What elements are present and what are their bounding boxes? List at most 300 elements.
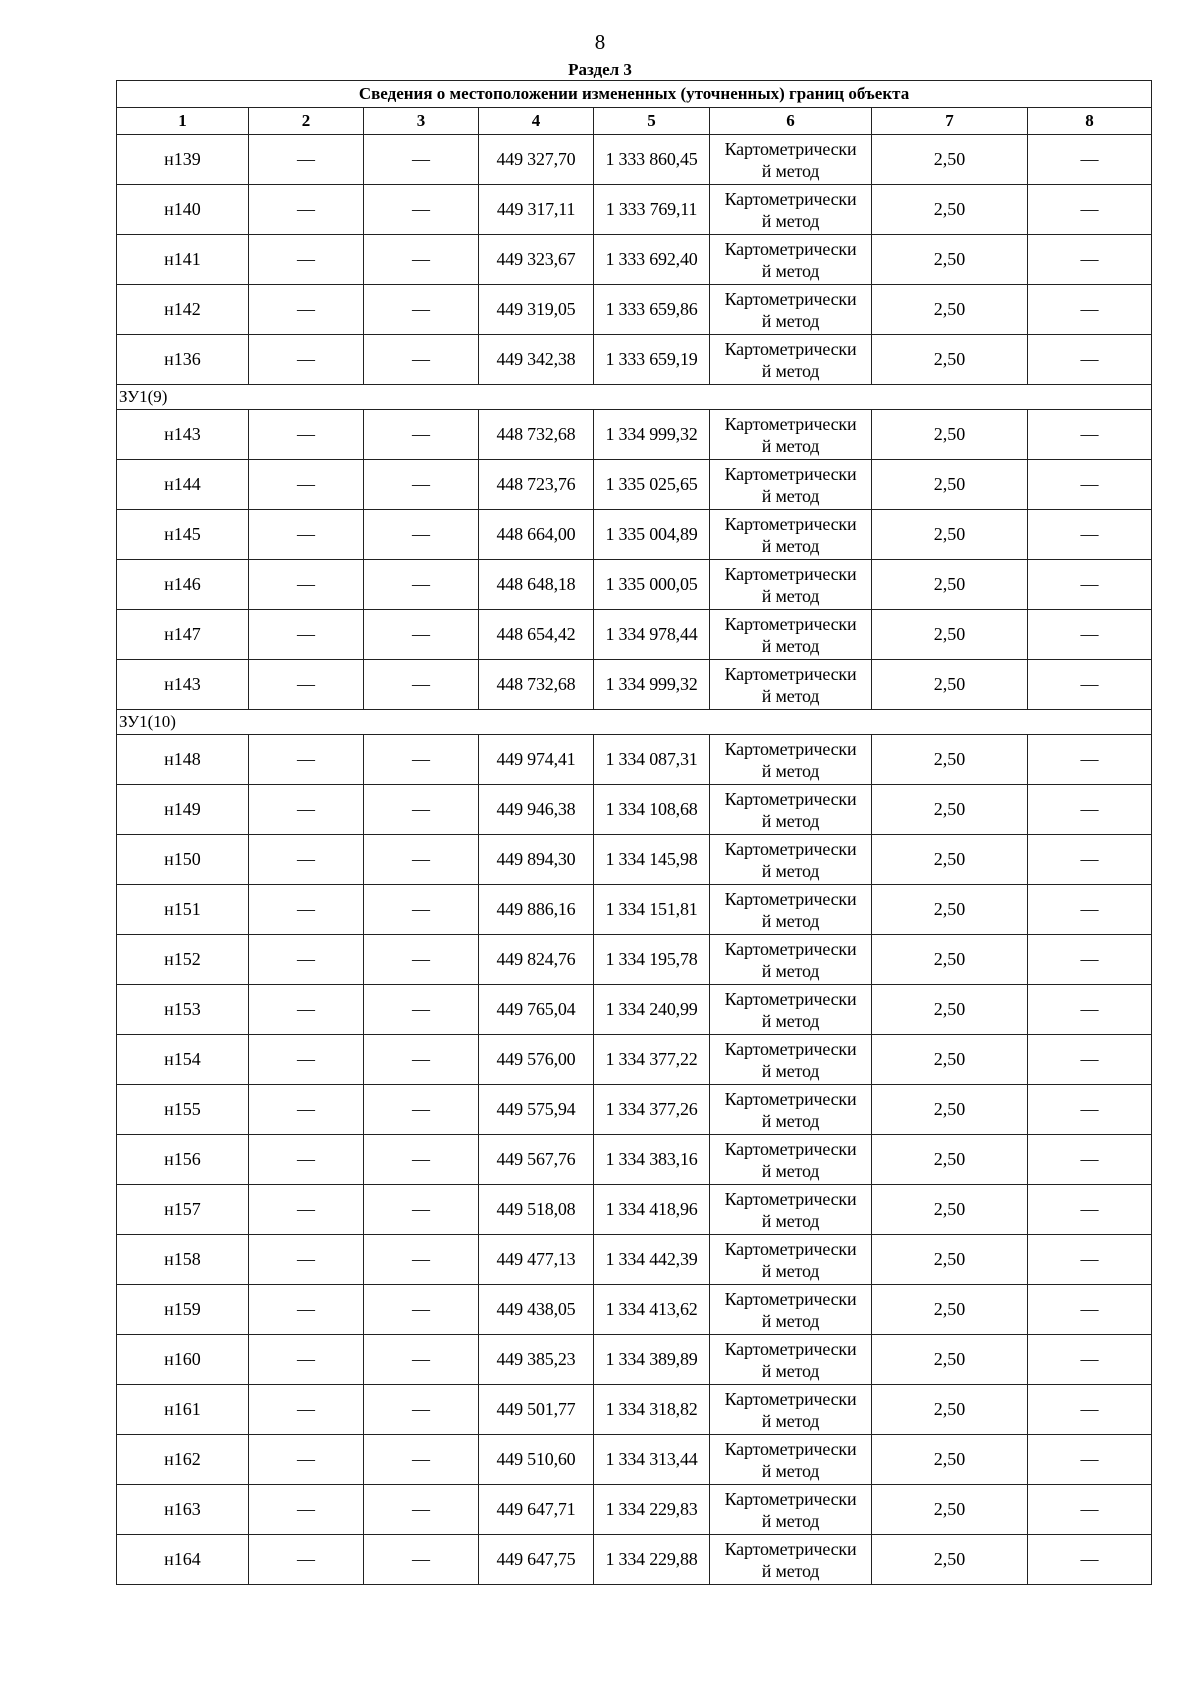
table-row	[117, 335, 1152, 385]
group-label: ЗУ1(9)	[117, 385, 1152, 410]
old-y-cell: —	[364, 410, 479, 460]
precision-cell: 2,50	[872, 1485, 1028, 1535]
method-cell	[710, 135, 872, 185]
method-cell	[710, 1285, 872, 1335]
description-cell: —	[1028, 660, 1152, 710]
table-row	[117, 735, 1152, 785]
table-row	[117, 935, 1152, 985]
old-x-cell: —	[249, 985, 364, 1035]
precision-cell: 2,50	[872, 1385, 1028, 1435]
y-coordinate: 1 333 659,86	[594, 285, 710, 335]
method-cell	[710, 1085, 872, 1135]
table-title: Сведения о местоположении измененных (уточненных) границ объекта	[117, 81, 1152, 108]
method-cell	[710, 785, 872, 835]
old-y-cell: —	[364, 985, 479, 1035]
column-number: 5	[594, 108, 710, 135]
point-name: н141	[117, 235, 249, 285]
method-line-1: Картометрически	[724, 1288, 857, 1309]
method-line-2: й метод	[761, 1060, 820, 1081]
method-cell	[710, 885, 872, 935]
x-coordinate: 449 576,00	[479, 1035, 594, 1085]
precision-cell: 2,50	[872, 610, 1028, 660]
old-y-cell: —	[364, 1535, 479, 1585]
method-line-2: й метод	[761, 1110, 820, 1131]
description-cell: —	[1028, 510, 1152, 560]
old-y-cell: —	[364, 1135, 479, 1185]
point-name: н136	[117, 335, 249, 385]
table-row	[117, 235, 1152, 285]
old-x-cell: —	[249, 1285, 364, 1335]
x-coordinate: 449 501,77	[479, 1385, 594, 1435]
precision-cell: 2,50	[872, 935, 1028, 985]
table-row	[117, 1335, 1152, 1385]
table-row	[117, 985, 1152, 1035]
old-y-cell: —	[364, 460, 479, 510]
point-name: н148	[117, 735, 249, 785]
y-coordinate: 1 334 978,44	[594, 610, 710, 660]
description-cell: —	[1028, 1185, 1152, 1235]
method-line-2: й метод	[761, 1010, 820, 1031]
description-cell: —	[1028, 1035, 1152, 1085]
precision-cell: 2,50	[872, 1185, 1028, 1235]
description-cell: —	[1028, 235, 1152, 285]
table-row	[117, 560, 1152, 610]
point-name: н153	[117, 985, 249, 1035]
table-row	[117, 460, 1152, 510]
method-line-2: й метод	[761, 435, 820, 456]
description-cell: —	[1028, 135, 1152, 185]
old-x-cell: —	[249, 1185, 364, 1235]
method-line-2: й метод	[761, 260, 820, 281]
method-cell	[710, 1235, 872, 1285]
old-x-cell: —	[249, 235, 364, 285]
y-coordinate: 1 334 145,98	[594, 835, 710, 885]
description-cell: —	[1028, 185, 1152, 235]
method-cell	[710, 1335, 872, 1385]
method-line-1: Картометрически	[724, 788, 857, 809]
point-name: н152	[117, 935, 249, 985]
description-cell: —	[1028, 560, 1152, 610]
method-line-1: Картометрически	[724, 1038, 857, 1059]
point-name: н159	[117, 1285, 249, 1335]
method-line-2: й метод	[761, 760, 820, 781]
method-line-1: Картометрически	[724, 138, 857, 159]
x-coordinate: 448 664,00	[479, 510, 594, 560]
column-number-row	[117, 108, 1152, 135]
table-row	[117, 510, 1152, 560]
y-coordinate: 1 335 004,89	[594, 510, 710, 560]
point-name: н143	[117, 660, 249, 710]
section-title: Раздел 3	[568, 60, 632, 79]
description-cell: —	[1028, 835, 1152, 885]
method-cell	[710, 985, 872, 1035]
x-coordinate: 449 946,38	[479, 785, 594, 835]
precision-cell: 2,50	[872, 510, 1028, 560]
table-row	[117, 1385, 1152, 1435]
method-cell	[710, 835, 872, 885]
precision-cell: 2,50	[872, 335, 1028, 385]
x-coordinate: 449 438,05	[479, 1285, 594, 1335]
old-y-cell: —	[364, 785, 479, 835]
method-line-2: й метод	[761, 1560, 820, 1581]
x-coordinate: 449 323,67	[479, 235, 594, 285]
table-row	[117, 885, 1152, 935]
old-x-cell: —	[249, 735, 364, 785]
y-coordinate: 1 334 383,16	[594, 1135, 710, 1185]
old-x-cell: —	[249, 1035, 364, 1085]
method-line-1: Картометрически	[724, 888, 857, 909]
x-coordinate: 449 575,94	[479, 1085, 594, 1135]
old-x-cell: —	[249, 935, 364, 985]
old-x-cell: —	[249, 285, 364, 335]
precision-cell: 2,50	[872, 1035, 1028, 1085]
column-number: 4	[479, 108, 594, 135]
method-line-2: й метод	[761, 1210, 820, 1231]
method-line-1: Картометрически	[724, 513, 857, 534]
y-coordinate: 1 334 195,78	[594, 935, 710, 985]
old-x-cell: —	[249, 1085, 364, 1135]
point-name: н143	[117, 410, 249, 460]
point-name: н139	[117, 135, 249, 185]
y-coordinate: 1 334 418,96	[594, 1185, 710, 1235]
y-coordinate: 1 334 389,89	[594, 1335, 710, 1385]
point-name: н157	[117, 1185, 249, 1235]
point-name: н150	[117, 835, 249, 885]
method-line-2: й метод	[761, 1460, 820, 1481]
old-y-cell: —	[364, 135, 479, 185]
y-coordinate: 1 334 377,22	[594, 1035, 710, 1085]
y-coordinate: 1 334 229,88	[594, 1535, 710, 1585]
x-coordinate: 448 732,68	[479, 660, 594, 710]
point-name: н142	[117, 285, 249, 335]
y-coordinate: 1 333 860,45	[594, 135, 710, 185]
point-name: н160	[117, 1335, 249, 1385]
x-coordinate: 449 385,23	[479, 1335, 594, 1385]
old-y-cell: —	[364, 1185, 479, 1235]
description-cell: —	[1028, 935, 1152, 985]
point-name: н155	[117, 1085, 249, 1135]
method-line-1: Картометрически	[724, 338, 857, 359]
method-line-1: Картометрически	[724, 463, 857, 484]
table-row	[117, 1535, 1152, 1585]
x-coordinate: 449 974,41	[479, 735, 594, 785]
old-y-cell: —	[364, 235, 479, 285]
old-y-cell: —	[364, 1035, 479, 1085]
old-y-cell: —	[364, 935, 479, 985]
point-name: н145	[117, 510, 249, 560]
table-row	[117, 610, 1152, 660]
point-name: н144	[117, 460, 249, 510]
method-cell	[710, 285, 872, 335]
method-line-2: й метод	[761, 1260, 820, 1281]
old-y-cell: —	[364, 560, 479, 610]
x-coordinate: 449 477,13	[479, 1235, 594, 1285]
precision-cell: 2,50	[872, 460, 1028, 510]
method-line-2: й метод	[761, 160, 820, 181]
page-number: 8	[594, 30, 606, 54]
point-name: н151	[117, 885, 249, 935]
description-cell: —	[1028, 1085, 1152, 1135]
description-cell: —	[1028, 885, 1152, 935]
method-line-2: й метод	[761, 1160, 820, 1181]
precision-cell: 2,50	[872, 185, 1028, 235]
point-name: н146	[117, 560, 249, 610]
method-line-2: й метод	[761, 910, 820, 931]
precision-cell: 2,50	[872, 560, 1028, 610]
method-line-2: й метод	[761, 310, 820, 331]
y-coordinate: 1 334 151,81	[594, 885, 710, 935]
description-cell: —	[1028, 1485, 1152, 1535]
description-cell: —	[1028, 1435, 1152, 1485]
description-cell: —	[1028, 335, 1152, 385]
y-coordinate: 1 334 240,99	[594, 985, 710, 1035]
old-x-cell: —	[249, 1485, 364, 1535]
method-line-1: Картометрически	[724, 1138, 857, 1159]
old-x-cell: —	[249, 1435, 364, 1485]
old-y-cell: —	[364, 335, 479, 385]
method-line-2: й метод	[761, 1410, 820, 1431]
old-x-cell: —	[249, 1335, 364, 1385]
old-y-cell: —	[364, 885, 479, 935]
y-coordinate: 1 334 413,62	[594, 1285, 710, 1335]
description-cell: —	[1028, 410, 1152, 460]
old-y-cell: —	[364, 510, 479, 560]
old-x-cell: —	[249, 410, 364, 460]
table-row	[117, 135, 1152, 185]
method-line-2: й метод	[761, 1360, 820, 1381]
old-x-cell: —	[249, 785, 364, 835]
column-number: 8	[1028, 108, 1152, 135]
description-cell: —	[1028, 610, 1152, 660]
method-cell	[710, 1185, 872, 1235]
old-y-cell: —	[364, 285, 479, 335]
x-coordinate: 449 342,38	[479, 335, 594, 385]
method-line-1: Картометрически	[724, 738, 857, 759]
column-number: 3	[364, 108, 479, 135]
old-x-cell: —	[249, 510, 364, 560]
description-cell: —	[1028, 1535, 1152, 1585]
x-coordinate: 449 518,08	[479, 1185, 594, 1235]
old-x-cell: —	[249, 135, 364, 185]
y-coordinate: 1 333 769,11	[594, 185, 710, 235]
x-coordinate: 449 894,30	[479, 835, 594, 885]
method-line-2: й метод	[761, 535, 820, 556]
method-cell	[710, 935, 872, 985]
method-cell	[710, 560, 872, 610]
y-coordinate: 1 335 025,65	[594, 460, 710, 510]
y-coordinate: 1 333 659,19	[594, 335, 710, 385]
y-coordinate: 1 335 000,05	[594, 560, 710, 610]
method-cell	[710, 1385, 872, 1435]
old-x-cell: —	[249, 1235, 364, 1285]
old-y-cell: —	[364, 1335, 479, 1385]
x-coordinate: 448 654,42	[479, 610, 594, 660]
method-cell	[710, 410, 872, 460]
table-row	[117, 785, 1152, 835]
x-coordinate: 449 319,05	[479, 285, 594, 335]
old-x-cell: —	[249, 1135, 364, 1185]
old-x-cell: —	[249, 1385, 364, 1435]
method-cell	[710, 735, 872, 785]
method-cell	[710, 1485, 872, 1535]
method-line-1: Картометрически	[724, 288, 857, 309]
group-row	[117, 710, 1152, 735]
table-row	[117, 835, 1152, 885]
description-cell: —	[1028, 985, 1152, 1035]
description-cell: —	[1028, 1135, 1152, 1185]
precision-cell: 2,50	[872, 1085, 1028, 1135]
boundary-coordinates-table	[116, 80, 1152, 1585]
x-coordinate: 449 824,76	[479, 935, 594, 985]
x-coordinate: 448 648,18	[479, 560, 594, 610]
method-line-1: Картометрически	[724, 1238, 857, 1259]
table-row	[117, 1035, 1152, 1085]
point-name: н147	[117, 610, 249, 660]
x-coordinate: 449 647,71	[479, 1485, 594, 1535]
old-x-cell: —	[249, 335, 364, 385]
table-row	[117, 1485, 1152, 1535]
group-row	[117, 385, 1152, 410]
precision-cell: 2,50	[872, 885, 1028, 935]
precision-cell: 2,50	[872, 835, 1028, 885]
x-coordinate: 449 567,76	[479, 1135, 594, 1185]
method-line-2: й метод	[761, 960, 820, 981]
method-cell	[710, 610, 872, 660]
precision-cell: 2,50	[872, 1435, 1028, 1485]
old-x-cell: —	[249, 1535, 364, 1585]
precision-cell: 2,50	[872, 135, 1028, 185]
x-coordinate: 449 647,75	[479, 1535, 594, 1585]
description-cell: —	[1028, 285, 1152, 335]
point-name: н140	[117, 185, 249, 235]
method-line-1: Картометрически	[724, 1338, 857, 1359]
table-row	[117, 410, 1152, 460]
old-y-cell: —	[364, 185, 479, 235]
method-line-1: Картометрически	[724, 188, 857, 209]
precision-cell: 2,50	[872, 1135, 1028, 1185]
precision-cell: 2,50	[872, 985, 1028, 1035]
method-line-2: й метод	[761, 685, 820, 706]
y-coordinate: 1 334 313,44	[594, 1435, 710, 1485]
table-row	[117, 1185, 1152, 1235]
description-cell: —	[1028, 1235, 1152, 1285]
x-coordinate: 449 317,11	[479, 185, 594, 235]
method-line-1: Картометрически	[724, 613, 857, 634]
description-cell: —	[1028, 1385, 1152, 1435]
old-x-cell: —	[249, 460, 364, 510]
precision-cell: 2,50	[872, 1235, 1028, 1285]
column-number: 7	[872, 108, 1028, 135]
old-y-cell: —	[364, 610, 479, 660]
method-cell	[710, 460, 872, 510]
old-y-cell: —	[364, 1435, 479, 1485]
method-line-1: Картометрически	[724, 238, 857, 259]
table-row	[117, 1085, 1152, 1135]
method-cell	[710, 1135, 872, 1185]
old-x-cell: —	[249, 560, 364, 610]
old-y-cell: —	[364, 735, 479, 785]
point-name: н158	[117, 1235, 249, 1285]
description-cell: —	[1028, 785, 1152, 835]
old-x-cell: —	[249, 660, 364, 710]
method-cell	[710, 660, 872, 710]
precision-cell: 2,50	[872, 1535, 1028, 1585]
y-coordinate: 1 334 377,26	[594, 1085, 710, 1135]
method-line-1: Картометрически	[724, 988, 857, 1009]
old-y-cell: —	[364, 1235, 479, 1285]
y-coordinate: 1 334 318,82	[594, 1385, 710, 1435]
method-line-2: й метод	[761, 635, 820, 656]
method-line-1: Картометрически	[724, 563, 857, 584]
column-number: 1	[117, 108, 249, 135]
point-name: н163	[117, 1485, 249, 1535]
description-cell: —	[1028, 1285, 1152, 1335]
point-name: н154	[117, 1035, 249, 1085]
method-line-1: Картометрически	[724, 663, 857, 684]
method-cell	[710, 235, 872, 285]
description-cell: —	[1028, 735, 1152, 785]
x-coordinate: 448 723,76	[479, 460, 594, 510]
method-line-2: й метод	[761, 810, 820, 831]
point-name: н156	[117, 1135, 249, 1185]
table-row	[117, 1135, 1152, 1185]
method-cell	[710, 1535, 872, 1585]
precision-cell: 2,50	[872, 285, 1028, 335]
method-line-1: Картометрически	[724, 1488, 857, 1509]
table-title-row	[117, 81, 1152, 108]
y-coordinate: 1 334 999,32	[594, 410, 710, 460]
method-line-1: Картометрически	[724, 938, 857, 959]
group-label: ЗУ1(10)	[117, 710, 1152, 735]
table-row	[117, 660, 1152, 710]
old-y-cell: —	[364, 1385, 479, 1435]
table-row	[117, 285, 1152, 335]
y-coordinate: 1 333 692,40	[594, 235, 710, 285]
x-coordinate: 448 732,68	[479, 410, 594, 460]
y-coordinate: 1 334 999,32	[594, 660, 710, 710]
point-name: н161	[117, 1385, 249, 1435]
column-number: 2	[249, 108, 364, 135]
method-cell	[710, 185, 872, 235]
method-cell	[710, 1035, 872, 1085]
y-coordinate: 1 334 229,83	[594, 1485, 710, 1535]
point-name: н149	[117, 785, 249, 835]
description-cell: —	[1028, 1335, 1152, 1385]
x-coordinate: 449 886,16	[479, 885, 594, 935]
method-cell	[710, 335, 872, 385]
method-line-2: й метод	[761, 210, 820, 231]
table-row	[117, 1285, 1152, 1335]
method-line-2: й метод	[761, 585, 820, 606]
y-coordinate: 1 334 442,39	[594, 1235, 710, 1285]
method-line-1: Картометрически	[724, 1438, 857, 1459]
table-row	[117, 185, 1152, 235]
x-coordinate: 449 765,04	[479, 985, 594, 1035]
precision-cell: 2,50	[872, 785, 1028, 835]
old-x-cell: —	[249, 885, 364, 935]
x-coordinate: 449 327,70	[479, 135, 594, 185]
method-line-2: й метод	[761, 1310, 820, 1331]
column-number: 6	[710, 108, 872, 135]
precision-cell: 2,50	[872, 1335, 1028, 1385]
method-line-2: й метод	[761, 1510, 820, 1531]
table-row	[117, 1435, 1152, 1485]
old-x-cell: —	[249, 185, 364, 235]
precision-cell: 2,50	[872, 735, 1028, 785]
precision-cell: 2,50	[872, 410, 1028, 460]
point-name: н162	[117, 1435, 249, 1485]
old-x-cell: —	[249, 835, 364, 885]
